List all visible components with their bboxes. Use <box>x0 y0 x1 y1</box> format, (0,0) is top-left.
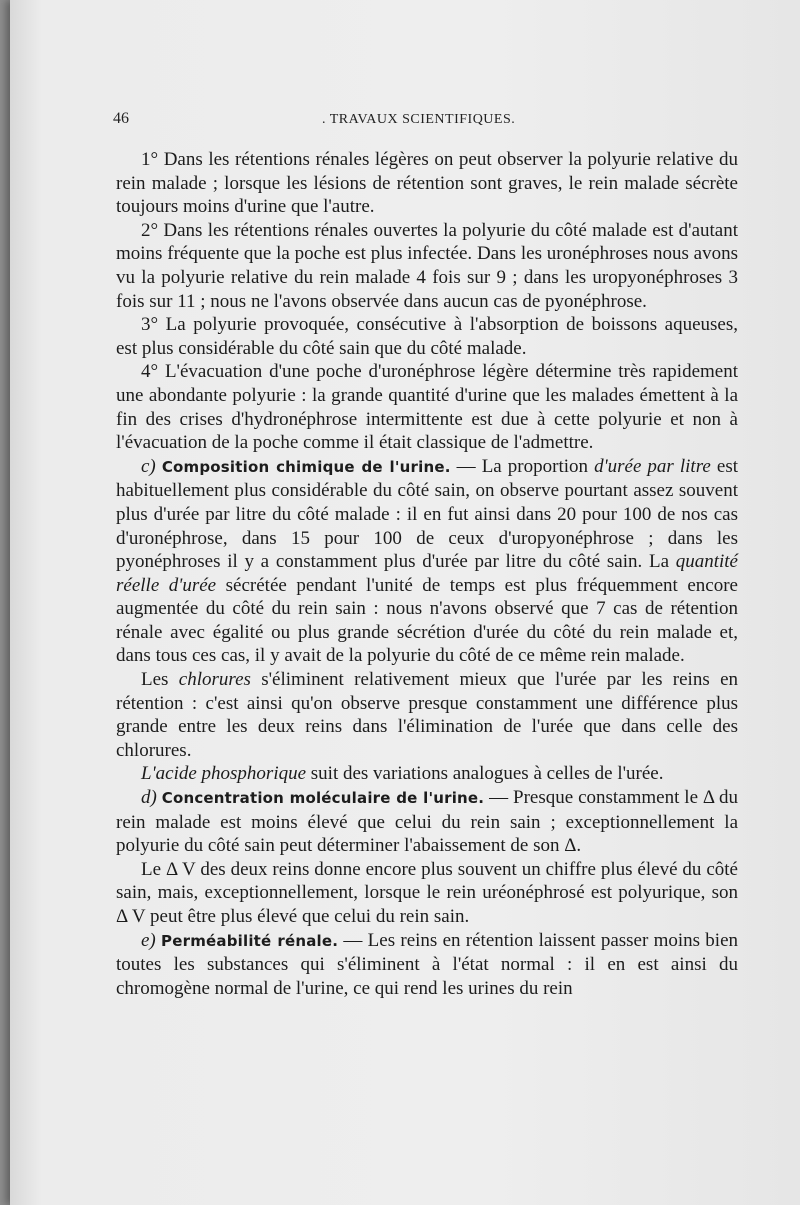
emphasis-urea-per-litre: d'urée par litre <box>594 455 711 477</box>
paragraph-conclusion-1: 1° Dans les rétentions rénales légères on peut observer la polyurie relative du rein malade ; lorsque les lésions de rétention sont graves, le rein malade sécrète toujours moins d'urine que l'autre. <box>116 149 738 218</box>
section-label-c: c) <box>141 455 156 477</box>
paragraph-conclusion-2: 2° Dans les rétentions rénales ouvertes la polyurie du côté malade est d'autant moins fréquente que la poche est plus infectée. Dans les uronéphroses nous avons vu la polyurie relative du rein malade 4 fois sur 9 ; dans les uropyonéphroses 3 fois sur 11 ; nous ne l'avons observée dans aucun cas de pyonéphrose. <box>116 219 738 312</box>
paragraph-section-d <box>116 786 738 858</box>
paragraph-text: suit des variations analogues à celles de l'urée. <box>306 763 664 785</box>
book-page <box>10 0 800 1205</box>
page-number: 46 <box>113 110 129 127</box>
page-header <box>10 110 800 134</box>
paragraph-conclusion-3: 3° La polyurie provoquée, consécutive à l'absorption de boissons aqueuses, est plus considérable du côté sain que du côté malade. <box>116 314 738 359</box>
section-label-e: e) <box>141 929 156 951</box>
running-title: . TRAVAUX SCIENTIFIQUES. <box>322 112 516 127</box>
section-heading-e: Perméabilité rénale. <box>161 931 339 950</box>
paragraph-text: — Les reins en rétention laissent passer moins bien toutes les substances qui s'éliminent à l'état normal : il en est ainsi du chromogène normal de l'urine, ce qui rend les urines du rein <box>116 929 738 999</box>
paragraph-text: — La proportion <box>450 455 595 477</box>
paragraph-section-c <box>116 455 738 668</box>
emphasis-phosphoric-acid: L'acide phosphorique <box>141 763 307 785</box>
emphasis-real-urea-quantity: quantité réelle d'urée <box>116 551 738 596</box>
paragraph-text: s'éliminent relativement mieux que l'urée par les reins en rétention : c'est ainsi qu'on observe presque constamment une différence plus grande entre les deux reins dans l'élimination de l'urée que dans celle des chlorures. <box>116 669 738 761</box>
paragraph-text: Les <box>141 669 179 691</box>
paragraph-chlorides <box>116 668 738 762</box>
section-label-d: d) <box>141 787 157 809</box>
body-text <box>116 148 738 1000</box>
emphasis-chlorides: chlorures <box>178 669 251 691</box>
paragraph-text: — Presque constamment le Δ du rein malade est moins élevé que celui du rein sain ; exceptionnellement la polyurie du côté sain peut déterminer l'abaissement de son Δ. <box>116 787 738 857</box>
paragraph-text: est habituellement plus considérable du côté sain, on observe pourtant assez souvent plus d'urée par litre du côté malade : il en fut ainsi dans 20 pour 100 de nos cas d'uronéphrose, dans 15 pour 100 de ceux d'uropyonéphrose ; dans les pyonéphroses il y a constamment plus d'urée par litre du côté sain. La <box>116 455 738 573</box>
paragraph-conclusion-4: 4° L'évacuation d'une poche d'uronéphrose légère détermine très rapidement une abondante polyurie : la grande quantité d'urine que les malades émettent à la fin des crises d'hydronéphrose intermittente est due à cette polyurie et non à l'évacuation de la poche comme il était classique de l'admettre. <box>116 361 738 454</box>
paragraph-text: sécrétée pendant l'unité de temps est plus fréquemment encore augmentée du côté du rein sain : nous n'avons observé que 7 cas de rétention rénale avec égalité ou plus grande sécrétion d'urée du côté du rein malade et, dans tous ces cas, il y avait de la polyurie du côté de ce même rein malade. <box>116 574 738 667</box>
section-heading-d: Concentration moléculaire de l'urine. <box>161 789 485 808</box>
section-heading-c: Composition chimique de l'urine. <box>161 457 451 476</box>
paragraph-delta-v: Le Δ V des deux reins donne encore plus souvent un chiffre plus élevé du côté sain, mais, exceptionnellement, lorsque le rein uréonéphrosé est polyurique, son Δ V peut être plus élevé que celui du rein sain. <box>116 858 738 927</box>
paragraph-phosphoric-acid <box>116 762 738 786</box>
paragraph-section-e <box>116 929 738 1001</box>
